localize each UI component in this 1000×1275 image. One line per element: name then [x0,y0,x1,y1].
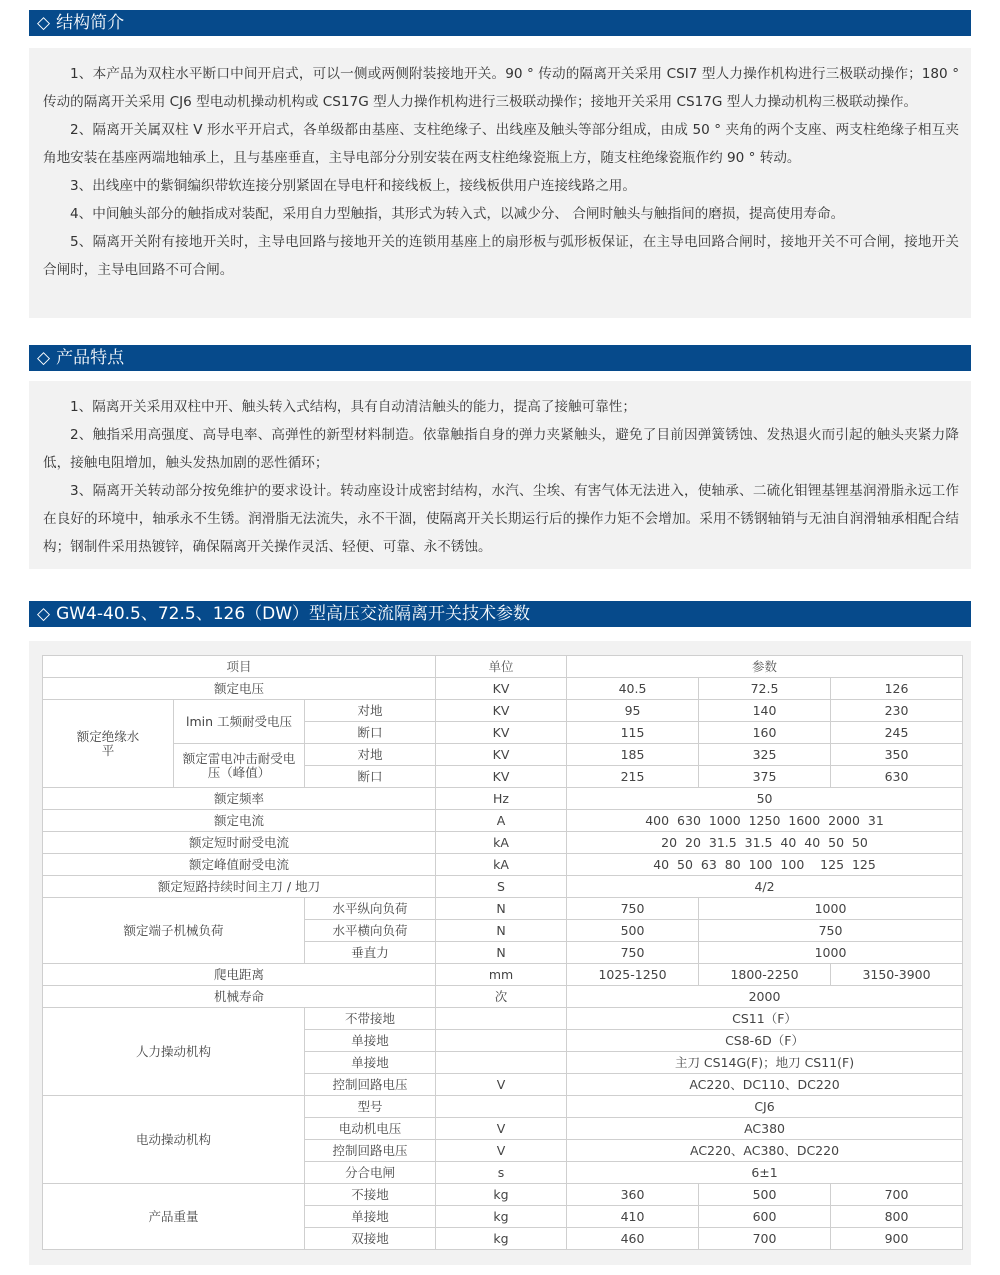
row-unit: Hz [436,788,567,810]
row-label: 机械寿命 [43,986,436,1008]
row-unit: kA [436,854,567,876]
structure-paragraph: 1、本产品为双柱水平断口中间开启式，可以一侧或两侧附装接地开关。90 ° 传动的隔离开关采用 CSI7 型人力操作机构进行三极联动操作；180 ° 传动的隔离开关采用 CJ6 型电动机操动机构或 CS17G 型人力操作机构进行三极联动操作；接地开关采用 CS17G 型人力操动机构三极联动操作。 [43,66,959,110]
row-unit [436,1030,567,1052]
cell-value: 20 20 31.5 31.5 40 40 50 50 [567,832,963,854]
features-paragraph: 3、隔离开关转动部分按免维护的要求设计。转动座设计成密封结构，水汽、尘埃、有害气体无法进入，使轴承、二硫化钼锂基锂基润滑脂永远工作在良好的环境中，轴承永不生锈。润滑脂无法流失，永不干涸，使隔离开关长期运行后的操作力矩不会增加。采用不锈钢轴销与无油自润滑轴承相配合结构；钢制件采用热镀锌，确保隔离开关操作灵活、轻便、可靠、永不锈蚀。 [43,483,959,555]
row-sublabel: 对地 [305,744,436,766]
cell-value: 500 [567,920,699,942]
row-sublabel: 控制回路电压 [305,1074,436,1096]
row-unit: kg [436,1206,567,1228]
cell-value: 1800-2250 [699,964,831,986]
row-label: 产品重量 [43,1184,305,1250]
cell-value: 400 630 1000 1250 1600 2000 31 [567,810,963,832]
row-label: 额定短路持续时间主刀 / 地刀 [43,876,436,898]
cell-value: 1000 [699,942,963,964]
row-label: 人力操动机构 [43,1008,305,1096]
row-sublabel: 电动机电压 [305,1118,436,1140]
params-table [42,655,963,1250]
row-label: 额定短时耐受电流 [43,832,436,854]
cell-value: 800 [831,1206,963,1228]
header-item: 项目 [43,656,436,678]
cell-value: 40.5 [567,678,699,700]
cell-value: AC220、AC380、DC220 [567,1140,963,1162]
cell-value: 95 [567,700,699,722]
row-sublabel: 垂直力 [305,942,436,964]
row-label: 爬电距离 [43,964,436,986]
row-label: 电动操动机构 [43,1096,305,1184]
row-sublabel: 不接地 [305,1184,436,1206]
row-unit: 次 [436,986,567,1008]
row-sublabel: 断口 [305,766,436,788]
cell-value: 700 [831,1184,963,1206]
cell-value: 160 [699,722,831,744]
cell-value: 4/2 [567,876,963,898]
table-header-row [43,656,963,678]
cell-value: 230 [831,700,963,722]
cell-value: CS8-6D（F） [567,1030,963,1052]
structure-paragraph: 4、中间触头部分的触指成对装配，采用自力型触指，其形式为转入式，以减少分、 合闸时触头与触指间的磨损，提高使用寿命。 [70,206,845,222]
section-title-structure [29,10,971,36]
table-row [43,832,963,854]
row-unit: A [436,810,567,832]
row-unit: KV [436,678,567,700]
table-row [43,854,963,876]
cell-value: 115 [567,722,699,744]
table-row [43,788,963,810]
section-title-params [29,601,971,627]
cell-value: 72.5 [699,678,831,700]
cell-value: 750 [699,920,963,942]
features-paragraph: 1、隔离开关采用双柱中开、触头转入式结构，具有自动清洁触头的能力，提高了接触可靠性； [70,399,636,415]
row-sublabel: 水平纵向负荷 [305,898,436,920]
table-row [43,1096,963,1118]
features-panel [29,381,971,569]
row-label: 额定端子机械负荷 [43,898,305,964]
row-sublabel: 双接地 [305,1228,436,1250]
row-unit: KV [436,766,567,788]
row-sublabel: 单接地 [305,1206,436,1228]
table-row [43,1184,963,1206]
row-unit [436,1096,567,1118]
row-unit: N [436,920,567,942]
cell-value: 6±1 [567,1162,963,1184]
cell-value: 460 [567,1228,699,1250]
table-row [43,986,963,1008]
cell-value: CJ6 [567,1096,963,1118]
table-row [43,810,963,832]
row-unit: N [436,898,567,920]
cell-value: 750 [567,942,699,964]
structure-paragraph: 2、隔离开关属双柱 V 形水平开启式，各单级都由基座、支柱绝缘子、出线座及触头等部分组成，由成 50 ° 夹角的两个支座、两支柱绝缘子相互夹角地安装在基座两端地轴承上，且与基座垂直，主导电部分分别安装在两支柱绝缘瓷瓶上方，随支柱绝缘瓷瓶作约 90 ° 转动。 [43,122,959,166]
row-unit: S [436,876,567,898]
table-row [43,1008,963,1030]
header-params: 参数 [567,656,963,678]
cell-value: 245 [831,722,963,744]
row-sublabel: 单接地 [305,1052,436,1074]
structure-paragraph: 3、出线座中的紫铜编织带软连接分别紧固在导电杆和接线板上，接线板供用户连接线路之用。 [70,178,636,194]
row-label: 额定电压 [43,678,436,700]
row-sublabel: 断口 [305,722,436,744]
params-panel [29,641,971,1265]
row-unit: V [436,1074,567,1096]
cell-value: 630 [831,766,963,788]
row-label: 额定峰值耐受电流 [43,854,436,876]
cell-value: 140 [699,700,831,722]
structure-paragraph: 5、隔离开关附有接地开关时，主导电回路与接地开关的连锁用基座上的扇形板与弧形板保证，在主导电回路合闸时，接地开关不可合闸，接地开关合闸时，主导电回路不可合闸。 [43,234,959,278]
diamond-outline-icon: ◇ [37,13,51,33]
cell-value: 50 [567,788,963,810]
section-title-features [29,345,971,371]
row-label: 额定频率 [43,788,436,810]
table-row [43,964,963,986]
table-row [43,898,963,920]
cell-value: 2000 [567,986,963,1008]
row-unit: kA [436,832,567,854]
row-label: 额定绝缘水平 [43,700,174,788]
section-title-text: GW4-40.5、72.5、126（DW）型高压交流隔离开关技术参数 [56,604,531,624]
cell-value: 600 [699,1206,831,1228]
row-sublabel: lmin 工频耐受电压 [174,700,305,744]
row-sublabel: 型号 [305,1096,436,1118]
row-unit: N [436,942,567,964]
row-unit: kg [436,1184,567,1206]
cell-value: 3150-3900 [831,964,963,986]
cell-value: AC220、DC110、DC220 [567,1074,963,1096]
structure-panel [29,48,971,318]
section-title-text: 产品特点 [56,348,125,368]
cell-value: 126 [831,678,963,700]
cell-value: 185 [567,744,699,766]
row-unit: mm [436,964,567,986]
row-sublabel: 单接地 [305,1030,436,1052]
cell-value: 410 [567,1206,699,1228]
row-unit: V [436,1140,567,1162]
cell-value: 主刀 CS14G(F)；地刀 CS11(F) [567,1052,963,1074]
cell-value: 40 50 63 80 100 100 125 125 [567,854,963,876]
cell-value: 750 [567,898,699,920]
table-row [43,876,963,898]
features-paragraph: 2、触指采用高强度、高导电率、高弹性的新型材料制造。依靠触指自身的弹力夹紧触头，避免了目前因弹簧锈蚀、发热退火而引起的触头夹紧力降低，接触电阻增加，触头发热加剧的恶性循环； [43,427,959,471]
row-unit: V [436,1118,567,1140]
cell-value: 1000 [699,898,963,920]
cell-value: 1025-1250 [567,964,699,986]
diamond-outline-icon: ◇ [37,604,51,624]
row-label: 额定电流 [43,810,436,832]
row-unit [436,1008,567,1030]
cell-value: 900 [831,1228,963,1250]
diamond-outline-icon: ◇ [37,348,51,368]
row-unit: KV [436,722,567,744]
cell-value: CS11（F） [567,1008,963,1030]
row-sublabel: 对地 [305,700,436,722]
row-unit: KV [436,700,567,722]
header-unit: 单位 [436,656,567,678]
table-row [43,744,963,766]
cell-value: 215 [567,766,699,788]
cell-value: 500 [699,1184,831,1206]
row-unit: KV [436,744,567,766]
cell-value: AC380 [567,1118,963,1140]
row-sublabel: 水平横向负荷 [305,920,436,942]
cell-value: 700 [699,1228,831,1250]
row-unit: s [436,1162,567,1184]
row-sublabel: 不带接地 [305,1008,436,1030]
row-sublabel: 分合电闸 [305,1162,436,1184]
table-row [43,678,963,700]
row-unit [436,1052,567,1074]
section-title-text: 结构简介 [56,13,125,33]
cell-value: 325 [699,744,831,766]
cell-value: 360 [567,1184,699,1206]
cell-value: 350 [831,744,963,766]
row-sublabel: 额定雷电冲击耐受电压（峰值） [174,744,305,788]
table-row [43,700,963,722]
row-unit: kg [436,1228,567,1250]
cell-value: 375 [699,766,831,788]
row-sublabel: 控制回路电压 [305,1140,436,1162]
